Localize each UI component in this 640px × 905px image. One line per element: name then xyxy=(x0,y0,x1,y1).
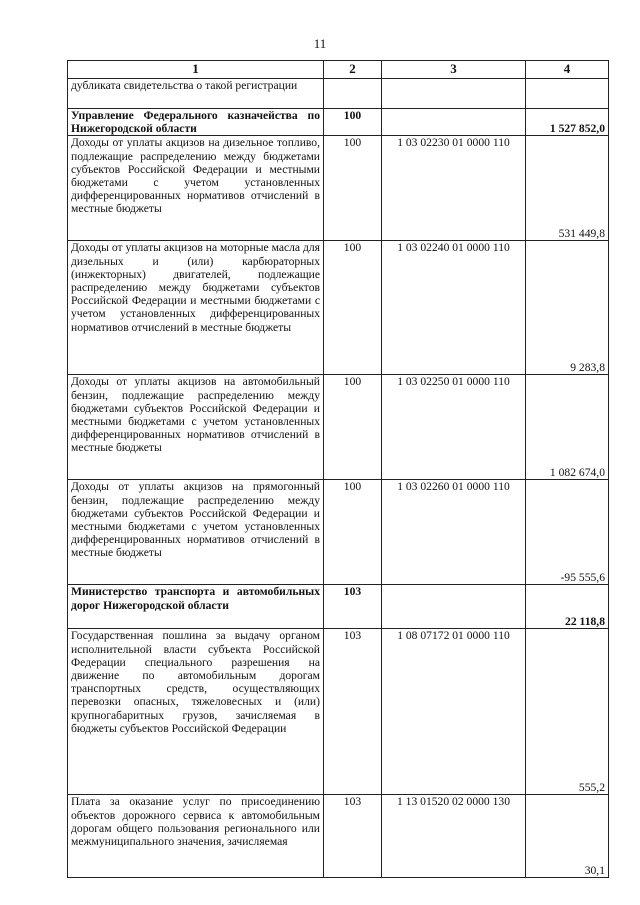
table-row xyxy=(68,629,609,795)
row-amount: 9 283,8 xyxy=(526,241,609,375)
row-amount: -95 555,6 xyxy=(526,480,609,585)
row-admin-code: 100 xyxy=(324,375,382,480)
table-row xyxy=(68,136,609,241)
row-admin-code: 100 xyxy=(324,241,382,375)
page-number: 11 xyxy=(313,36,327,51)
row-amount: 22 118,8 xyxy=(526,585,609,629)
row-description: Управление Федерального казначейства по Нижегородской области xyxy=(68,109,324,136)
row-amount xyxy=(526,79,609,109)
row-amount: 1 082 674,0 xyxy=(526,375,609,480)
table-row xyxy=(68,585,609,629)
row-admin-code: 103 xyxy=(324,795,382,878)
row-description: Государственная пошлина за выдачу органом исполнительной власти субъекта Российской Федерации специального разрешения на движение по автомобильным дорогам транспортных средств, осуществляющих перевозки опасных, тяжеловесных и (или) крупногабаритных грузов, зачисляемая в бюджеты субъектов Российской Федерации xyxy=(68,629,324,795)
table-row xyxy=(68,375,609,480)
table-row xyxy=(68,79,609,109)
row-budget-classification-code: 1 03 02260 01 0000 110 xyxy=(382,480,526,585)
row-admin-code: 100 xyxy=(324,136,382,241)
row-amount: 30,1 xyxy=(526,795,609,878)
row-amount: 531 449,8 xyxy=(526,136,609,241)
row-budget-classification-code: 1 03 02240 01 0000 110 xyxy=(382,241,526,375)
row-budget-classification-code: 1 03 02230 01 0000 110 xyxy=(382,136,526,241)
table-row xyxy=(68,480,609,585)
table-row xyxy=(68,795,609,878)
table-row xyxy=(68,109,609,136)
row-description: дубликата свидетельства о такой регистрации xyxy=(68,79,324,109)
header-col-1: 1 xyxy=(68,61,324,79)
row-description: Плата за оказание услуг по присоединению объектов дорожного сервиса к автомобильным дорогам общего пользования регионального или межмуниципального значения, зачисляемая xyxy=(68,795,324,878)
row-budget-classification-code: 1 08 07172 01 0000 110 xyxy=(382,629,526,795)
row-admin-code: 100 xyxy=(324,480,382,585)
row-amount: 555,2 xyxy=(526,629,609,795)
budget-revenue-table xyxy=(67,60,609,878)
row-budget-classification-code: 1 13 01520 02 0000 130 xyxy=(382,795,526,878)
row-description: Доходы от уплаты акцизов на автомобильный бензин, подлежащие распределению между бюджетами субъектов Российской Федерации и местными бюджетами с учетом установленных дифференцированных нормативов отчислений в местные бюджеты xyxy=(68,375,324,480)
header-col-3: 3 xyxy=(382,61,526,79)
row-admin-code xyxy=(324,79,382,109)
row-admin-code: 103 xyxy=(324,629,382,795)
header-col-4: 4 xyxy=(526,61,609,79)
row-budget-classification-code xyxy=(382,585,526,629)
row-amount: 1 527 852,0 xyxy=(526,109,609,136)
row-budget-classification-code: 1 03 02250 01 0000 110 xyxy=(382,375,526,480)
row-budget-classification-code xyxy=(382,109,526,136)
row-budget-classification-code xyxy=(382,79,526,109)
row-admin-code: 100 xyxy=(324,109,382,136)
header-col-2: 2 xyxy=(324,61,382,79)
row-description: Доходы от уплаты акцизов на прямогонный бензин, подлежащие распределению между бюджетами субъектов Российской Федерации и местными бюджетами с учетом установленных дифференцированных нормативов отчислений в местные бюджеты xyxy=(68,480,324,585)
row-description: Доходы от уплаты акцизов на дизельное топливо, подлежащие распределению между бюджетами субъектов Российской Федерации и местными бюджетами с учетом установленных дифференцированных нормативов отчислений в местные бюджеты xyxy=(68,136,324,241)
row-description: Министерство транспорта и автомобильных дорог Нижегородской области xyxy=(68,585,324,629)
table-row xyxy=(68,241,609,375)
row-admin-code: 103 xyxy=(324,585,382,629)
table-header-row xyxy=(68,61,609,79)
row-description: Доходы от уплаты акцизов на моторные масла для дизельных и (или) карбюраторных (инжекторных) двигателей, подлежащие распределению между бюджетами субъектов Российской Федерации и местными бюджетами с учетом установленных дифференцированных нормативов отчислений в местные бюджеты xyxy=(68,241,324,375)
